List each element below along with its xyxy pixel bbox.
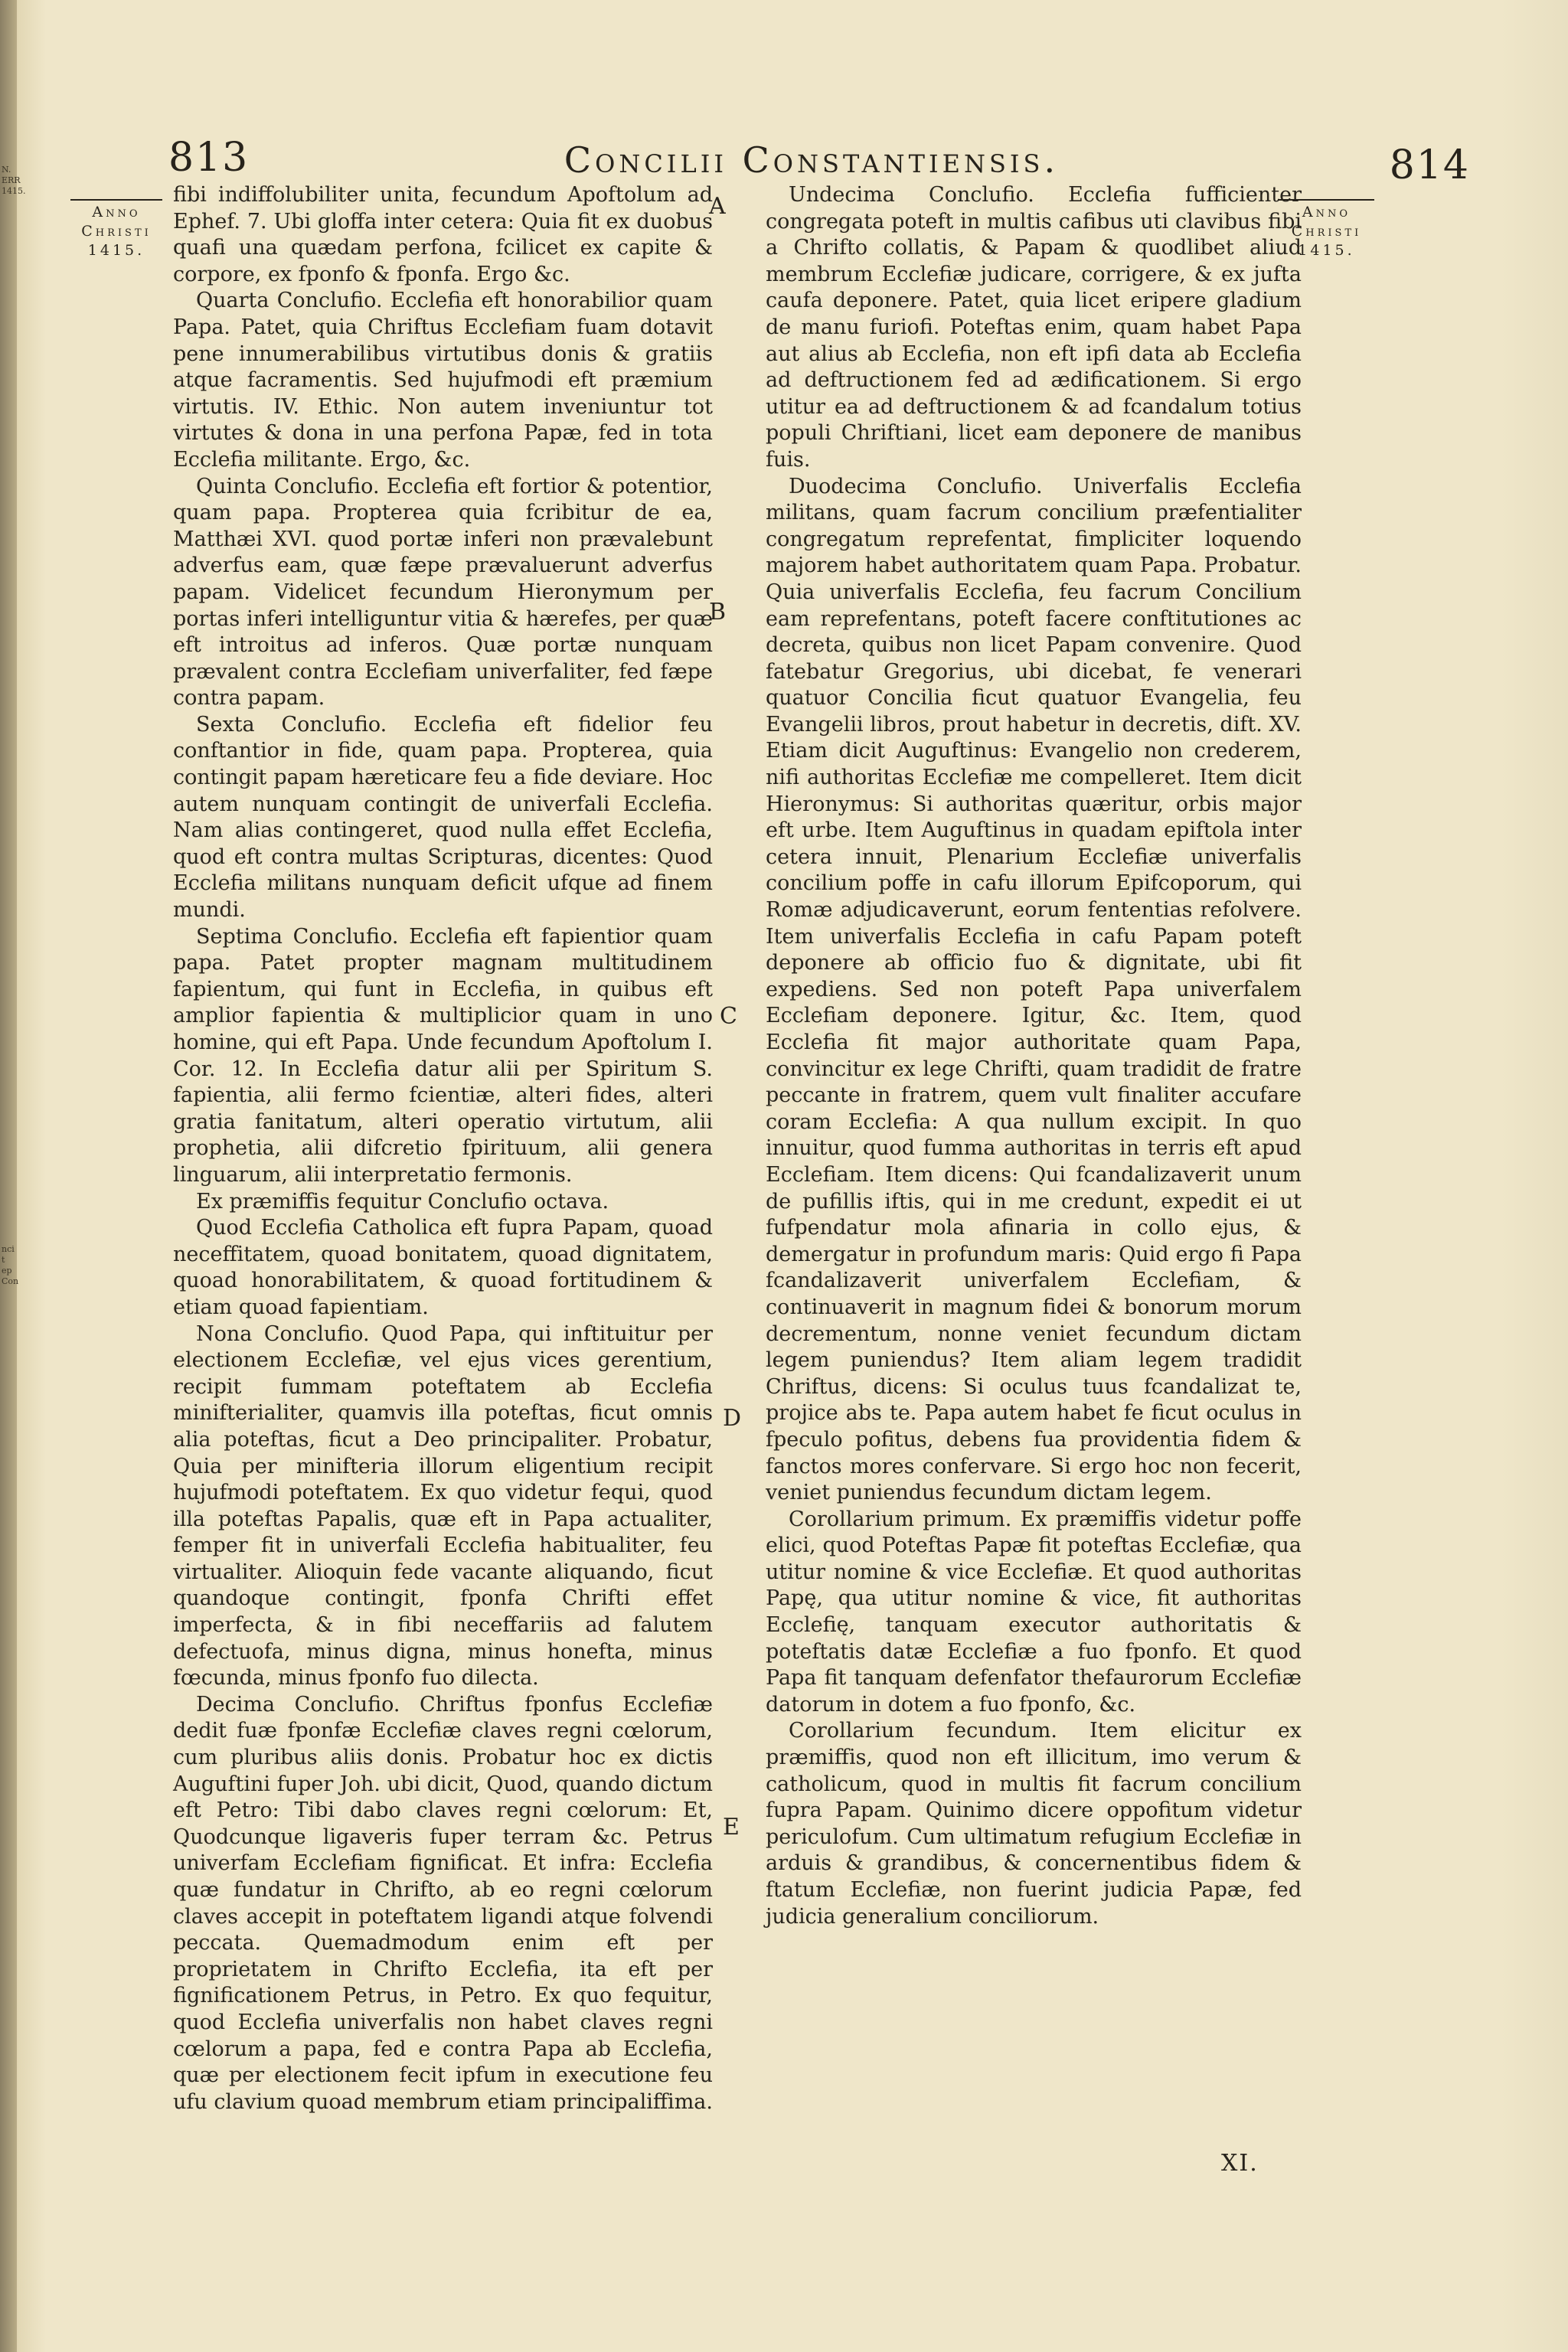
page-number-right: 814 xyxy=(1389,142,1470,188)
running-title: Concilii Constantiensis. xyxy=(564,139,1060,181)
paragraph-nona-conclusio: Nona Conclufio. Quod Papa, qui inftituitur per electionem Ecclefiæ, vel ejus vices gerentium, recipit fummam poteftatem ab Ecclefia minifterialiter, quamvis illa poteftas, ficut omnis alia poteftas, ficut a Deo principaliter. Probatur, Quia per minifteria illorum eligentium recipit hujufmodi poteftatem. Ex quo videtur fequi, quod illa poteftas Papalis, quæ eft in Papa actualiter, femper fit in univerfali Ecclefia habitualiter, feu virtualiter. Alioquin fede vacante aliquando, ficut quandoque contingit, fponfa Chrifti effet imperfecta, & in fibi neceffariis ad falutem defectuofa, minus digna, minus honefta, minus fœcunda, minus fponfo fuo dilecta. xyxy=(173,1321,713,1690)
section-letter-a: A xyxy=(709,193,726,220)
page-number-left: 813 xyxy=(168,135,250,181)
right-text-column xyxy=(766,182,1302,1930)
margin-note-anno: Anno xyxy=(1302,204,1351,220)
paragraph-sexta-conclusio: Sexta Conclufio. Ecclefia eft fidelior feu conftantior in fide, quam papa. Propterea, quia contingit papam hæreticare feu a fide deviare. Hoc autem nunquam contingit de univerfali Ecclefia. Nam alias contingeret, quod nulla effet Ecclefia, quod eft contra multas Scripturas, dicentes: Quod Ecclefia militans nunquam deficit ufque ad finem mundi. xyxy=(173,712,713,923)
paragraph-corollarium-primum: Corollarium primum. Ex præmiffis videtur poffe elici, quod Poteftas Papæ fit poteftas Ecclefiæ, qua utitur nomine & vice Ecclefiæ. Et quod authoritas Papę, qua utitur nomine & vice, fit authoritas Ecclefię, tanquam executor authoritatis & poteftatis datæ Ecclefiæ a fuo fponfo. Et quod Papa fit tanquam defenfator thefaurorum Ecclefiæ datorum in dotem a fuo fponfo, &c. xyxy=(766,1507,1302,1717)
margin-note-anno: Anno xyxy=(92,204,141,220)
margin-note-christi: Christi xyxy=(81,223,152,240)
adjacent-page-text: ERR xyxy=(2,175,21,185)
book-binding xyxy=(0,0,26,2352)
section-letter-c: C xyxy=(720,1003,737,1030)
margin-rule xyxy=(70,199,162,201)
margin-note-year: 1415. xyxy=(1298,242,1355,259)
margin-note-year: 1415. xyxy=(87,242,145,259)
paragraph-octava-conclusio: Quod Ecclefia Catholica eft fupra Papam, quoad neceffitatem, quoad bonitatem, quoad dignitatem, quoad honorabilitatem, & quoad fortitudinem & etiam quoad fapientiam. xyxy=(173,1216,713,1319)
adjacent-page-fragment xyxy=(2,165,26,197)
adjacent-page-text: t ep xyxy=(2,1255,12,1276)
paragraph-continuation: fibi indiffolubiliter unita, fecundum Apoftolum ad Ephef. 7. Ubi gloffa inter cetera: Quia fit ex duobus quafi una quædam perfona, fcilicet ex capite & corpore, ex fponfo & fponfa. Ergo &c. xyxy=(173,183,713,286)
adjacent-page-text: nci xyxy=(2,1244,15,1254)
adjacent-page-fragment xyxy=(2,1244,17,1287)
section-letter-d: D xyxy=(723,1405,742,1432)
section-letter-b: B xyxy=(709,599,727,626)
paragraph-undecima-conclusio: Undecima Conclufio. Ecclefia fufficienter congregata poteft in multis cafibus uti clavibus fibi a Chrifto collatis, & Papam & quodlibet aliud membrum Ecclefiæ judicare, corrigere, & ex jufta caufa deponere. Patet, quia licet eripere gladium de manu furiofi. Poteftas enim, quam habet Papa aut alius ab Ecclefia, non eft ipfi data ab Ecclefia ad deftructionem fed ad ædificationem. Si ergo utitur ea ad deftructionem & ad fcandalum totius populi Chriftiani, licet eam deponere de manibus fuis. xyxy=(766,183,1302,472)
adjacent-page-text: N. xyxy=(2,165,11,175)
paragraph-quarta-conclusio: Quarta Conclufio. Ecclefia eft honorabilior quam Papa. Patet, quia Chriftus Ecclefiam fuam dotavit pene innumerabilibus virtutibus donis & gratiis atque facramentis. Sed hujufmodi eft præmium virtutis. IV. Ethic. Non autem inveniuntur tot virtutes & dona in una perfona Papæ, fed in tota Ecclefia militante. Ergo, &c. xyxy=(173,289,713,472)
catchword: XI. xyxy=(1221,2150,1259,2177)
adjacent-page-text: Con xyxy=(2,1276,19,1286)
paragraph-quinta-conclusio: Quinta Conclufio. Ecclefia eft fortior & potentior, quam papa. Propterea quia fcribitur de ea, Matthæi XVI. quod portæ inferi non prævalebunt adverfus eam, quæ fæpe prævaluerunt adverfus papam. Videlicet fecundum Hieronymum per portas inferi intelliguntur vitia & hærefes, per quæ eft introitus ad inferos. Quæ portæ nunquam prævalent contra Ecclefiam univerfaliter, fed fæpe contra papam. xyxy=(173,474,713,710)
left-text-column xyxy=(173,182,713,2115)
adjacent-page-text: 1415. xyxy=(2,186,26,196)
margin-year-note-left xyxy=(70,198,162,260)
paragraph-decima-conclusio: Decima Conclufio. Chriftus fponfus Ecclefiæ dedit fuæ fponfæ Ecclefiæ claves regni cœlorum, cum pluribus aliis donis. Probatur hoc ex dictis Auguftini fuper Joh. ubi dicit, Quod, quando dictum eft Petro: Tibi dabo claves regni cœlorum: Et, Quodcunque ligaveris fuper terram &c. Petrus univerfam Ecclefiam fignificat. Et infra: Ecclefia quæ fundatur in Chrifto, ab eo regni cœlorum claves accepit in poteftatem ligandi atque folvendi peccata. Quemadmodum enim eft per proprietatem in Chrifto Ecclefia, ita eft per fignificationem Petrus, in Petro. Ex quo fequitur, quod Ecclefia univerfalis non habet claves regni cœlorum a papa, fed e contra Papa ab Ecclefia, quæ per electionem fecit ipfum in executione feu ufu clavium quoad membrum etiam principaliffima. xyxy=(173,1692,713,2114)
paragraph-septima-conclusio: Septima Conclufio. Ecclefia eft fapientior quam papa. Patet propter magnam multitudinem fapientum, qui funt in Ecclefia, in quibus eft amplior fapientia & multiplicior quam in uno homine, qui eft Papa. Unde fecundum Apoftolum I. Cor. 12. In Ecclefia datur alii per Spiritum S. fapientia, alii fermo fcientiæ, alteri fides, alteri gratia fanitatum, alteri operatio virtutum, alii prophetia, alii difcretio fpirituum, alii genera linguarum, alii interpretatio fermonis. xyxy=(173,924,713,1187)
margin-note-christi: Christi xyxy=(1291,223,1362,240)
paragraph-octava-intro: Ex præmiffis fequitur Conclufio octava. xyxy=(196,1189,609,1214)
paragraph-duodecima-conclusio: Duodecima Conclufio. Univerfalis Ecclefia militans, quam facrum concilium præfentialiter congregatum reprefentat, fimpliciter loquendo majorem habet authoritatem quam Papa. Probatur. Quia univerfalis Ecclefia, feu facrum Concilium eam reprefentans, poteft facere conftitutiones ac decreta, quibus non licet Papam convenire. Quod fatebatur Gregorius, ubi dicebat, fe venerari quatuor Concilia ficut quatuor Evangelia, feu Evangelii libros, prout habetur in decretis, dift. XV. Etiam dicit Auguftinus: Evangelio non crederem, nifi authoritas Ecclefiæ me compelleret. Item dicit Hieronymus: Si authoritas quæritur, orbis major eft urbe. Item Auguftinus in quadam epiftola inter cetera innuit, Plenarium Ecclefiæ univerfalis concilium poffe in cafu illorum Epifcoporum, qui Romæ adjudicaverunt, eorum fententias refolvere. Item univerfalis Ecclefia in cafu Papam poteft deponere ab officio fuo & dignitate, ubi fit expediens. Sed non poteft Papa univerfalem Ecclefiam deponere. Igitur, &c. Item, quod Ecclefia fit major authoritate quam Papa, convincitur ex lege Chrifti, quam tradidit de fratre peccante in fratrem, quem vult finaliter accufare coram Ecclefia: A qua nullum excipit. In quo innuitur, quod fumma authoritas in terris eft apud Ecclefiam. Item dicens: Qui fcandalizaverit unum de pufillis iftis, qui in me credunt, expedit ei ut fufpendatur mola afinaria in collo ejus, & demergatur in profundum maris: Quid ergo fi Papa fcandalizaverit univerfalem Ecclefiam, & continuaverit in magnum fidei & bonorum morum decrementum, nonne veniet fecundum dictam legem puniendus? Item aliam legem tradidit Chriftus, dicens: Si oculus tuus fcandalizat te, projice abs te. Papa autem habet fe ficut oculus in fpeculo pofitus, debens fua providentia fidem & fanctos mores confervare. Si ergo hoc non fecerit, veniet puniendus fecundum dictam legem. xyxy=(766,474,1302,1505)
section-letter-e: E xyxy=(723,1814,740,1841)
paragraph-corollarium-secundum: Corollarium fecundum. Item elicitur ex præmiffis, quod non eft illicitum, imo verum & catholicum, quod in multis fit facrum concilium fupra Papam. Quinimo dicere oppofitum videtur periculofum. Cum ultimatum refugium Ecclefiæ in arduis & grandibus, & concernentibus fidem & ftatum Ecclefiæ, non fuerint judicia Papæ, fed judicia generalium conciliorum. xyxy=(766,1719,1302,1929)
